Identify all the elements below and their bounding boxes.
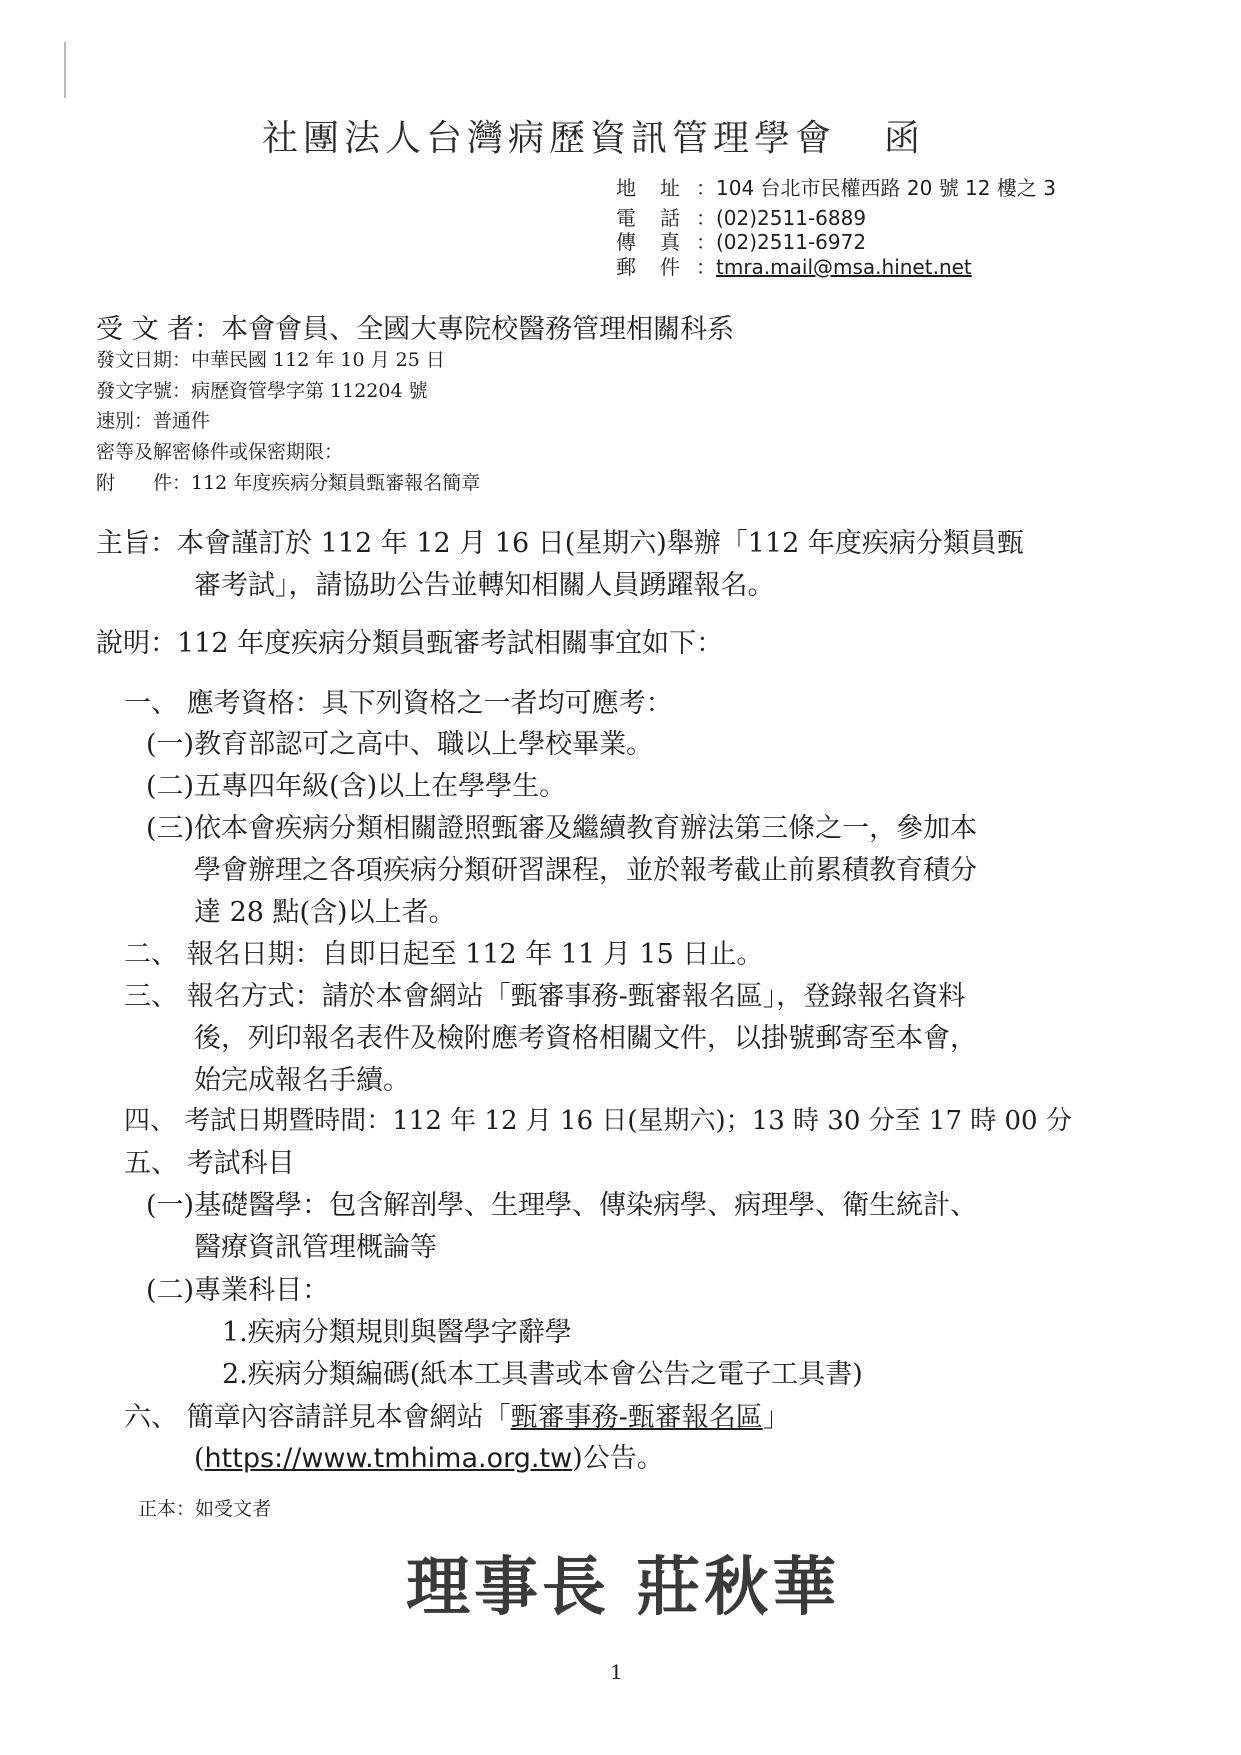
page-number: 1 (610, 1660, 623, 1684)
item-6-line-1: 六、 簡章內容請詳見本會網站「甄審事務-甄審報名區」 (124, 1402, 790, 1433)
recipient-line: 受 文 者：本會會員、全國大專院校醫務管理相關科系 (96, 314, 735, 345)
explanation-intro: 說明：112 年度疾病分類員甄審考試相關事宜如下： (96, 628, 724, 659)
issue-date: 發文日期：中華民國 112 年 10 月 25 日 (96, 349, 445, 371)
item-1-sub-3-line-2: 學會辦理之各項疾病分類研習課程，並於報考截止前累積教育積分 (194, 855, 977, 886)
phone-label: 電 話 (616, 206, 682, 230)
website-url-link[interactable]: https://www.tmhima.org.tw (204, 1443, 573, 1474)
chairman-signature: 理事長 莊秋華 (406, 1550, 841, 1625)
item-3-line-1: 三、 報名方式：請於本會網站「甄審事務-甄審報名區」，登錄報名資料 (124, 981, 966, 1012)
item-5-sub-2-subject-1: 1.疾病分類規則與醫學字辭學 (222, 1317, 572, 1348)
fax-label: 傳 真 (616, 230, 682, 254)
document-number: 發文字號：病歷資管學字第 112204 號 (96, 380, 428, 402)
item-3-line-3: 始完成報名手續。 (194, 1065, 410, 1096)
subject-line-1: 主旨：本會謹訂於 112 年 12 月 16 日(星期六)舉辦「112 年度疾病分類員甄 (96, 528, 1024, 559)
address-label: 地 址 (616, 176, 682, 200)
address-value: 104 台北市民權西路 20 號 12 樓之 3 (716, 176, 1056, 200)
document-title (262, 110, 925, 161)
contact-fax: 傳 真 ：(02)2511-6972 (616, 226, 866, 255)
item-5-sub-2: (二)專業科目： (146, 1275, 330, 1306)
item-1-sub-1: (一)教育部認可之高中、職以上學校畢業。 (146, 729, 654, 760)
item-5-heading: 五、 考試科目 (124, 1148, 295, 1179)
item-2-registration-date: 二、 報名日期：自即日起至 112 年 11 月 15 日止。 (124, 939, 764, 970)
item-1-sub-2: (二)五專四年級(含)以上在學學生。 (146, 771, 567, 802)
item-5-sub-1-line-2: 醫療資訊管理概論等 (194, 1232, 437, 1263)
delivery-speed: 速別：普通件 (96, 410, 211, 432)
email-label: 郵 件 (616, 255, 682, 279)
scan-artifact (64, 42, 66, 98)
copy-recipient: 正本：如受文者 (138, 1498, 272, 1520)
email-link[interactable]: tmra.mail@msa.hinet.net (716, 255, 972, 279)
secrecy-level: 密等及解密條件或保密期限： (96, 441, 344, 463)
subject-line-2: 審考試」，請協助公告並轉知相關人員踴躍報名。 (194, 570, 775, 601)
org-name: 社團法人台灣病歷資訊管理學會 (262, 118, 837, 159)
item-5-sub-2-subject-2: 2.疾病分類編碼(紙本工具書或本會公告之電子工具書) (222, 1359, 863, 1390)
item-6-line-2: (https://www.tmhima.org.tw)公告。 (194, 1443, 664, 1474)
item-1-heading: 一、 應考資格：具下列資格之一者均可應考： (124, 688, 673, 719)
doc-kind: 函 (884, 118, 926, 159)
item-4-exam-time: 四、 考試日期暨時間：112 年 12 月 16 日(星期六)；13 時 30 分至 17 時 00 分 (124, 1106, 1072, 1136)
item-1-sub-3-line-1: (三)依本會疾病分類相關證照甄審及繼續教育辦法第三條之一，參加本 (146, 813, 978, 844)
exam-registration-link[interactable]: 甄審事務-甄審報名區 (510, 1402, 763, 1433)
attachment-line: 附 件：112 年度疾病分類員甄審報名簡章 (96, 472, 481, 494)
contact-phone: 電 話 ：(02)2511-6889 (616, 202, 866, 231)
item-3-line-2: 後，列印報名表件及檢附應考資格相關文件，以掛號郵寄至本會， (194, 1023, 977, 1054)
fax-value: (02)2511-6972 (716, 230, 867, 254)
phone-value: (02)2511-6889 (716, 206, 867, 230)
contact-email: 郵 件 ：tmra.mail@msa.hinet.net (616, 251, 972, 280)
item-5-sub-1-line-1: (一)基礎醫學：包含解剖學、生理學、傳染病學、病理學、衛生統計、 (146, 1190, 978, 1221)
contact-address: 地 址 ：104 台北市民權西路 20 號 12 樓之 3 (616, 172, 1056, 201)
item-1-sub-3-line-3: 達 28 點(含)以上者。 (194, 897, 456, 928)
